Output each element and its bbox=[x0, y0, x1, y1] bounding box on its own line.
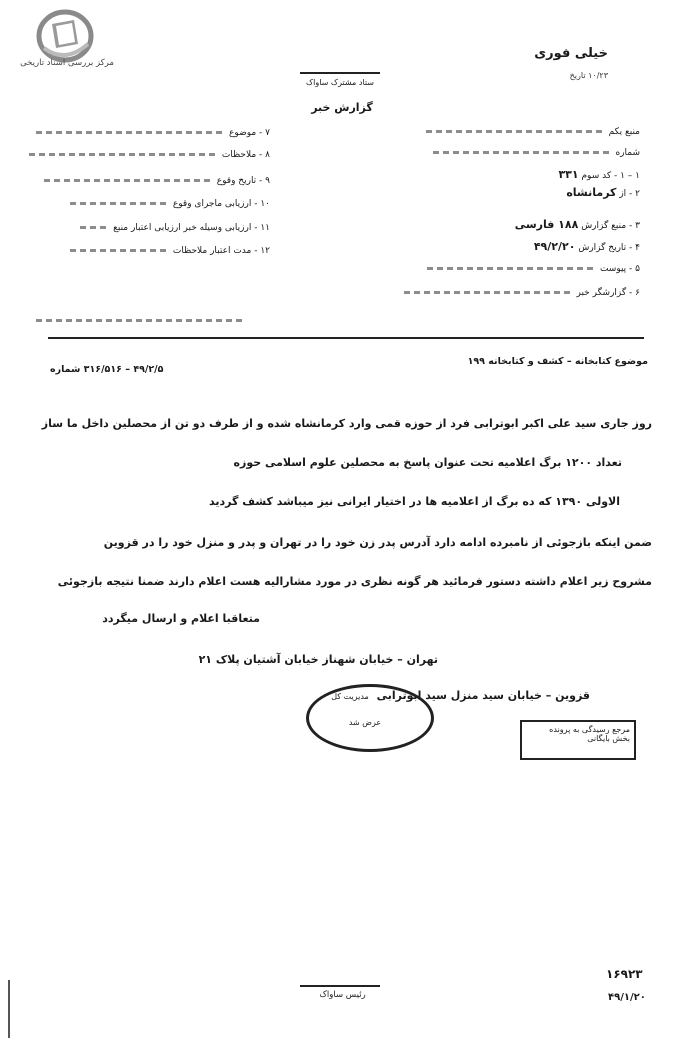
address-qazvin: قزوین – خیابان سید منزل سید ابوترابی bbox=[376, 689, 590, 702]
form-field-validity: ۱۲ - مدت اعتبار ملاحظات bbox=[70, 246, 270, 256]
body-line-1: روز جاری سید علی اکبر ابوترابی فرد از حوزه قمی وارد کرمانشاه شده و از طرف دو تن از محصلین داخل ما ساز bbox=[41, 417, 652, 430]
footer-organization: رئیس ساواک bbox=[319, 990, 366, 1000]
form-field-report-date: ۴ - تاریخ گزارش ۴۹/۲/۲۰ bbox=[533, 240, 640, 253]
footer-date: ۴۹/۱/۲۰ bbox=[608, 992, 646, 1003]
archive-logo bbox=[30, 8, 100, 64]
routing-stamp-line1: مرجع رسیدگی به پرونده bbox=[549, 725, 630, 734]
organization-name: ستاد مشترک ساواک bbox=[306, 78, 374, 87]
document-number: ۴۹/۲/۵ – ۳۱۶/۵۱۶ شماره bbox=[50, 364, 164, 375]
reference-date: ۱۰/۲۳ تاریخ bbox=[569, 71, 608, 80]
org-underline bbox=[300, 72, 380, 74]
form-field-source-eval: ۱۱ - ارزیابی وسیله خبر ارزیابی اعتبار منبع bbox=[80, 223, 270, 233]
form-field-source: منبع یکم bbox=[426, 127, 640, 137]
oval-stamp-line2: عرض شد bbox=[348, 718, 382, 727]
form-field-notes: ۸ - ملاحظات bbox=[29, 150, 270, 160]
form-extra-line bbox=[36, 316, 246, 326]
form-field-occurrence-eval: ۱۰ - ارزیابی ماجرای وقوع bbox=[70, 199, 270, 209]
logo-caption: مرکز بررسی اسناد تاریخی bbox=[20, 58, 114, 68]
routing-stamp-line2: بخش بایگانی bbox=[587, 734, 630, 743]
form-field-report-source: ۳ - منبع گزارش ۱۸۸ فارسی bbox=[514, 218, 640, 231]
body-line-2: تعداد ۱۲۰۰ برگ اعلامیه تحت عنوان پاسخ به محصلین علوم اسلامی حوزه bbox=[233, 456, 622, 469]
form-field-reporter: ۶ - گزارشگر خبر bbox=[404, 288, 640, 298]
form-field-number: شماره bbox=[433, 148, 640, 158]
form-field-attachment: ۵ - پیوست bbox=[427, 264, 640, 274]
form-field-subject: ۷ - موضوع bbox=[36, 128, 270, 138]
report-title: گزارش خبر bbox=[311, 101, 373, 114]
form-field-from: ۲ - از کرمانشاه bbox=[566, 186, 640, 199]
form-field-occurrence-date: ۹ - تاریخ وقوع bbox=[44, 176, 270, 186]
oval-stamp-line1: مدیریت کل bbox=[331, 692, 369, 701]
section-divider bbox=[48, 337, 644, 339]
subject-line: موضوع کتابخانه – کشف و کتابخانه ۱۹۹ bbox=[467, 356, 648, 367]
classification-label: خیلی فوری bbox=[534, 46, 608, 61]
footer-underline bbox=[300, 985, 380, 987]
routing-stamp bbox=[520, 720, 636, 760]
body-line-4: ضمن اینکه بازجوئی از نامبرده ادامه دارد آدرس پدر زن خود را در تهران و پدر و منزل خود را در قزوین bbox=[103, 536, 652, 549]
body-line-6: متعاقبا اعلام و ارسال میگردد bbox=[102, 612, 260, 625]
body-line-5: مشروح زیر اعلام داشته دستور فرمائید هر گونه نظری در مورد مشارالیه هست اعلام دارند ضمنا نتیجه بازجوئی bbox=[57, 575, 652, 588]
footer-number: ۱۶۹۲۳ bbox=[606, 967, 643, 981]
address-tehran: تهران – خیابان شهناز خیابان آشتیان پلاک ۲۱ bbox=[198, 653, 438, 666]
form-field-code: ۱ – ۱ - کد سوم ۳۳۱ bbox=[558, 168, 640, 181]
scan-edge-mark bbox=[8, 980, 10, 1038]
body-line-3: الاولی ۱۳۹۰ که ده برگ از اعلامیه ها در اختیار ایرانی نیز میباشد کشف گردید bbox=[209, 495, 620, 508]
